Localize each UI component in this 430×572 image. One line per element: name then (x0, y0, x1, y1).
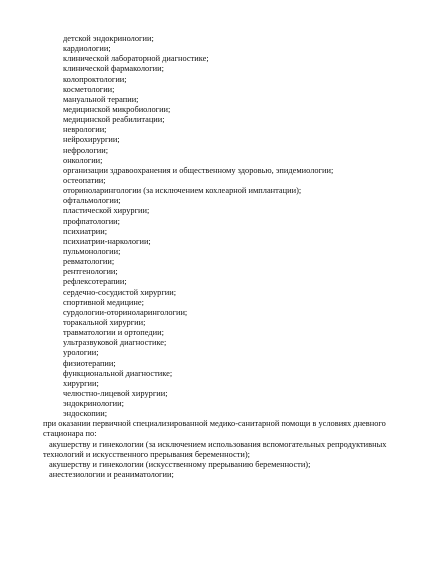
text-line: сердечно-сосудистой хирургии; (63, 287, 177, 297)
text-line: детской эндокринологии; (63, 34, 154, 43)
text-line: ревматологии; (63, 257, 115, 267)
text-line: организации здравоохранения и общественному здоровью, эпидемиологии; (63, 165, 334, 175)
text-line: при оказании первичной специализированной медико-санитарной помощи в условиях дневного (43, 419, 386, 429)
text-line: технологий и искусственного прерывания беременности); (43, 449, 250, 459)
text-line: урологии; (63, 348, 99, 358)
text-line: эндоскопии; (63, 409, 108, 419)
text-line: рефлексотерапии; (63, 277, 127, 287)
text-line: медицинской реабилитации; (63, 115, 165, 125)
text-line: эндокринологии; (63, 399, 124, 409)
text-line: оториноларингологии (за исключением кохлеарной имплантации); (63, 186, 302, 196)
text-line: травматологии и ортопедии; (63, 328, 164, 338)
text-line: офтальмологии; (63, 196, 121, 206)
text-line: кардиологии; (63, 44, 111, 54)
text-line: сурдологии-оториноларингологии; (63, 307, 188, 317)
text-line: нефрологии; (63, 145, 109, 155)
document-page (0, 34, 430, 480)
text-line: торакальной хирургии; (63, 317, 146, 327)
text-line: медицинской микробиологии; (63, 104, 171, 114)
text-line: рентгенологии; (63, 267, 118, 277)
text-line: мануальной терапии; (63, 94, 139, 104)
text-line: функциональной диагностике; (63, 368, 173, 378)
text-line: анестезиологии и реаниматологии; (49, 470, 174, 480)
text-line: онкологии; (63, 155, 103, 165)
text-line: клинической фармакологии; (63, 64, 164, 74)
text-line: акушерству и гинекологии (искусственному прерыванию беременности); (49, 459, 311, 469)
text-line: остеопатии; (63, 175, 106, 185)
text-line: акушерству и гинекологии (за исключением использования вспомогательных репродуктивных (49, 439, 387, 449)
text-line: ультразвуковой диагностике; (63, 338, 167, 348)
text-line: челюстно-лицевой хирургии; (63, 388, 168, 398)
text-line: стационара по: (43, 429, 97, 439)
text-line: клинической лабораторной диагностике; (63, 54, 209, 64)
text-line: неврологии; (63, 125, 107, 135)
text-line: профпатологии; (63, 216, 120, 226)
text-line: психиатрии-наркологии; (63, 236, 151, 246)
text-line: нейрохирургии; (63, 135, 120, 145)
text-line: психиатрии; (63, 226, 108, 236)
text-line: физиотерапии; (63, 358, 116, 368)
text-line: пластической хирургии; (63, 206, 150, 216)
text-line: хирургии; (63, 378, 99, 388)
text-line: косметологии; (63, 84, 115, 94)
text-line: колопроктологии; (63, 74, 127, 84)
text-line: пульмонологии; (63, 246, 121, 256)
text-line: спортивной медицине; (63, 297, 144, 307)
